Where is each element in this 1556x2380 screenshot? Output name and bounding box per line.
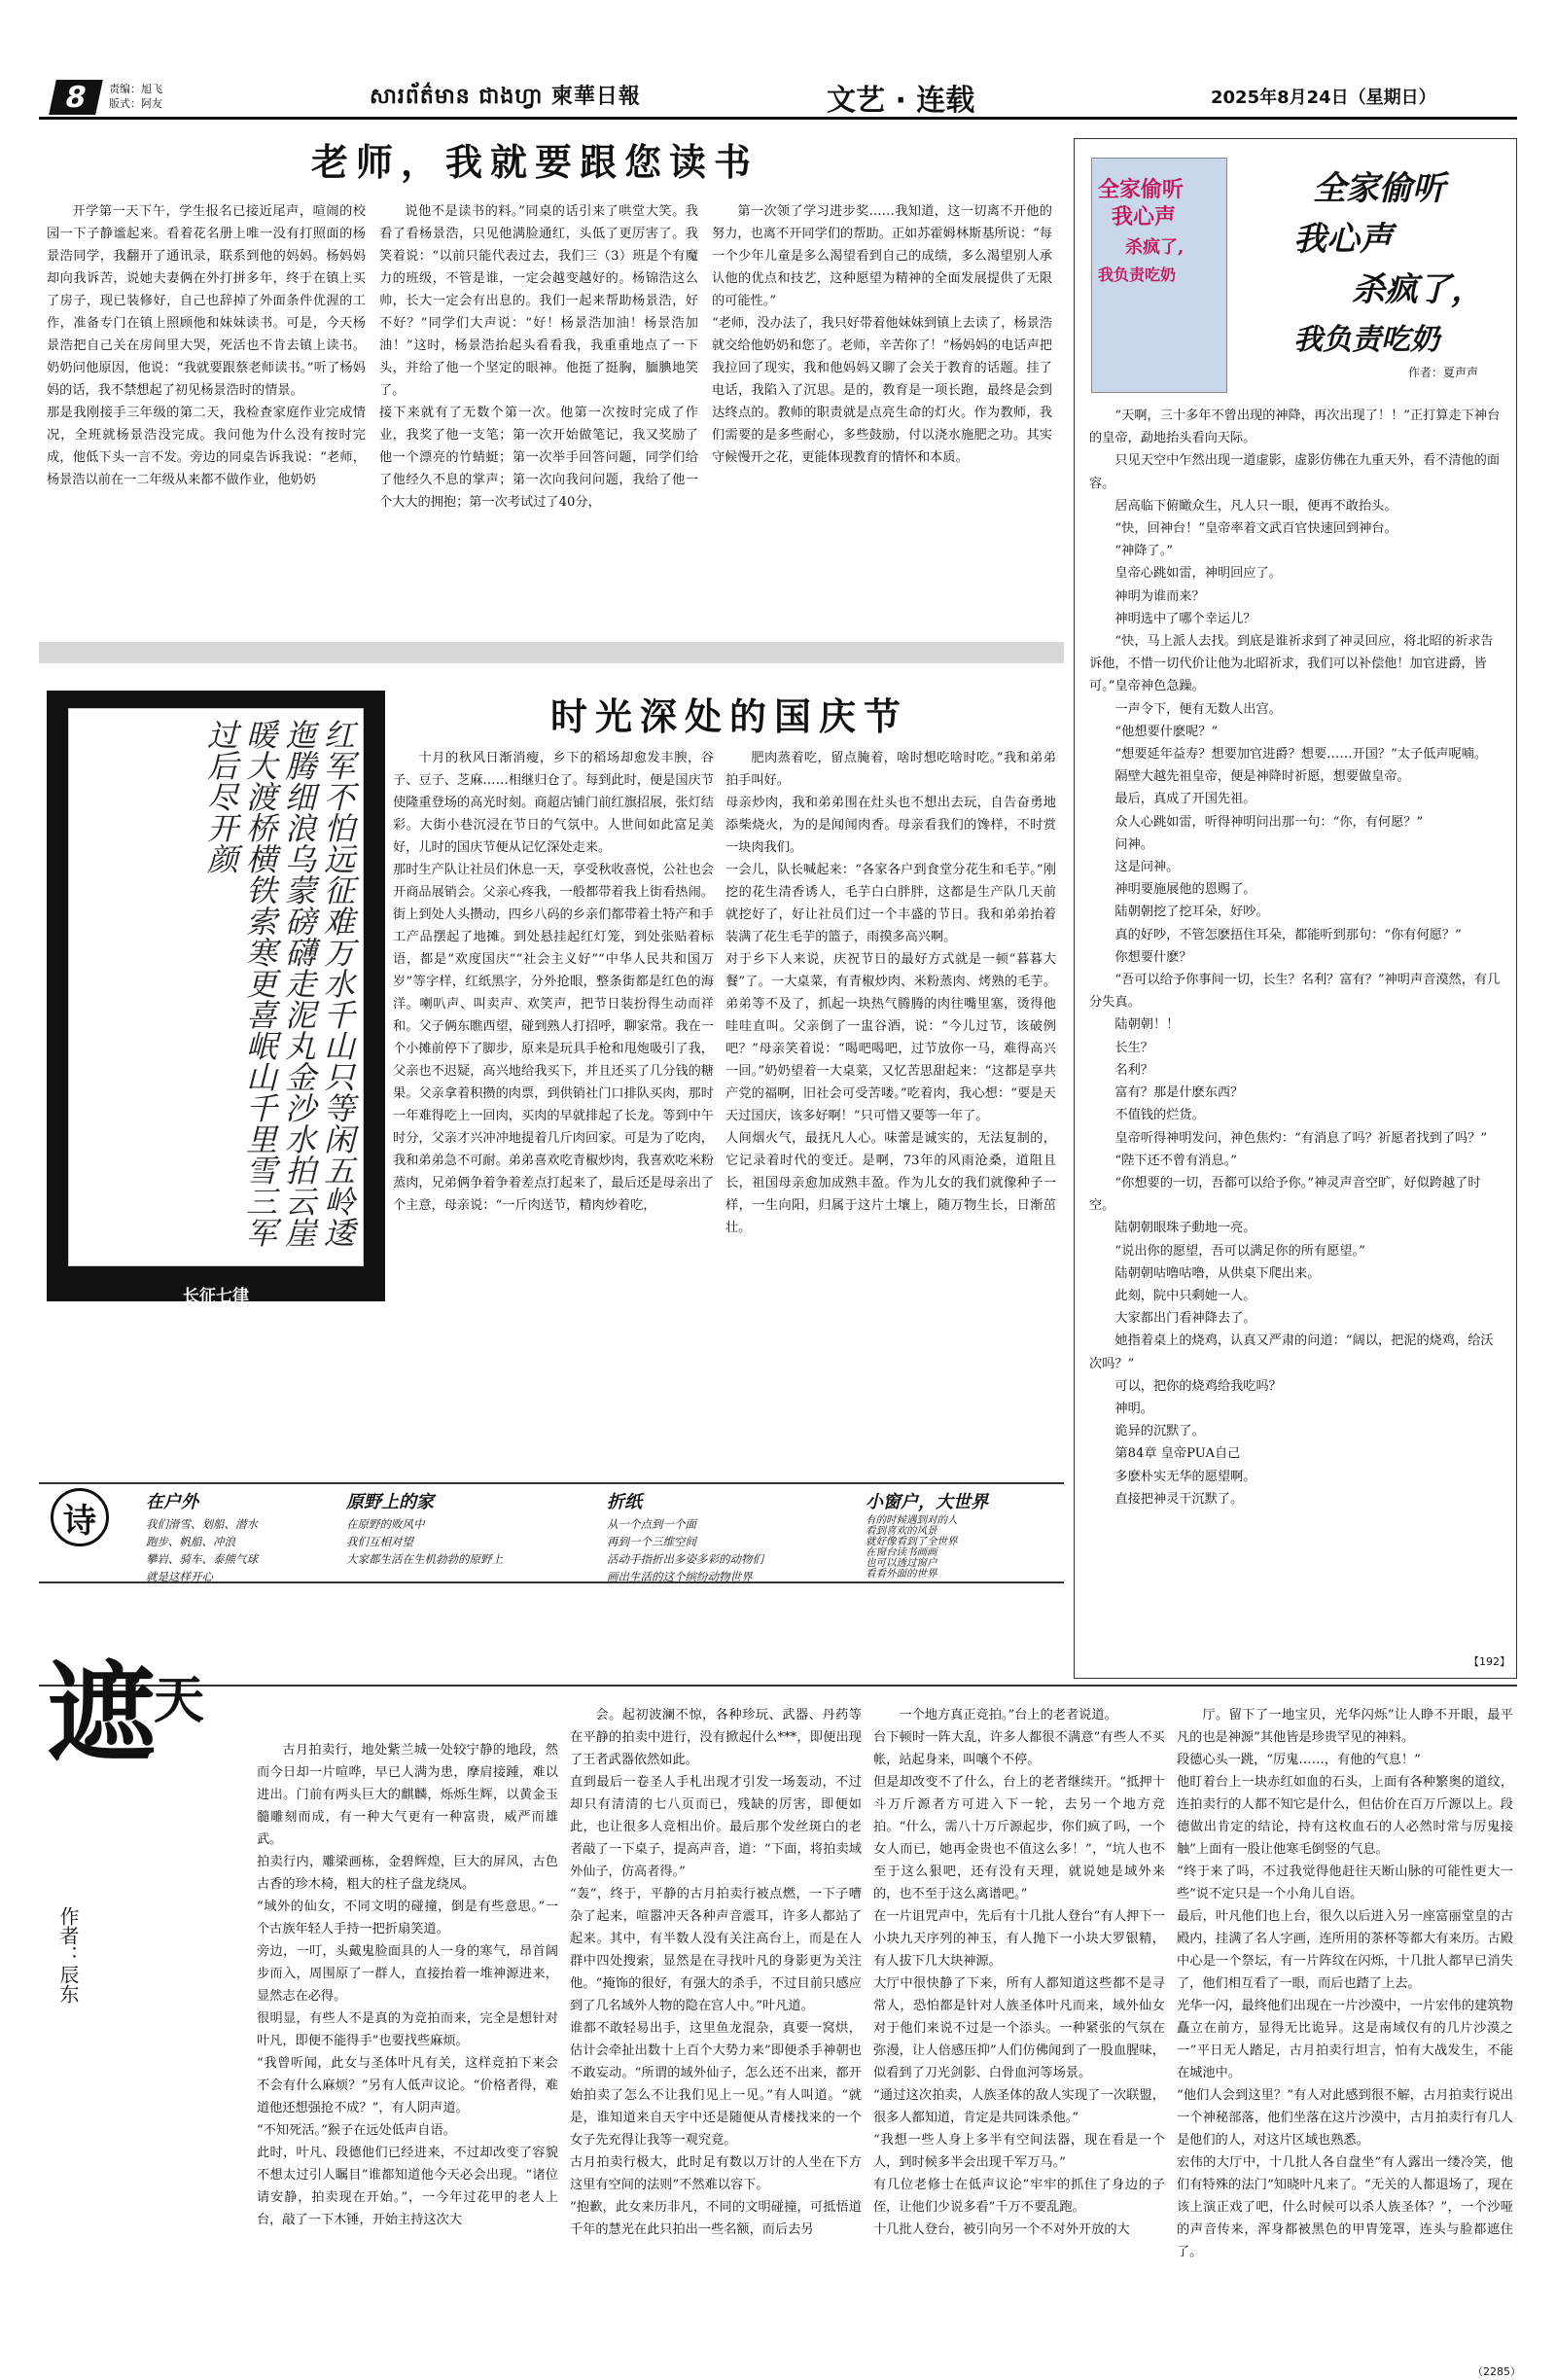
article2-col1-text: 十月的秋风日渐消瘦，乡下的稻场却愈发丰腴，谷子、豆子、芝麻……相继归仓了。每到此时，便是国庆节使隆重登场的高光时刻。商超店铺门前红旗招展，张灯结彩。大街小巷沉浸在节日的气氛中。人世间如此富足美好，儿时的国庆节便从记忆深处走来。 那时生产队让社员们休息一天，享受秋收喜悦，公社也会开商品展销会。父亲心疼我，一般都带着我上街看热闹。街上到处人头攒动，四乡八码的乡亲们都带着土特产和手工产品摆起了地摊。到处悬挂起红灯笼，到处张贴着标语，都是“欢度国庆”“社会主义好”“中华人民共和国万岁”等字样，红纸黑字，分外抢眼，整条街都是红色的海洋。喇叭声、叫卖声、欢笑声，把节日装扮得生动而祥和。父子俩东瞧西望，碰到熟人打招呼，聊家常。我在一个小摊前停下了脚步，原来是玩具手枪和甩炮吸引了我，父亲也不迟疑，高兴地给我买下，并且还买了几分钱的糖果。父亲拿着积攒的肉票，到供销社门口排队买肉，那时一年难得吃上一回肉，买肉的早就排起了长龙。等到中午时分，父亲才兴冲冲地提着几斤肉回家。可是为了吃肉，我和弟弟急不可耐。弟弟喜欢吃青椒炒肉，我喜欢吃米粉蒸肉，兄弟俩争着争着差点打起来了，最后还是母亲出了个主意，母亲说：“一斤肉送节，精肉炒着吃， <box>393 751 714 1213</box>
calligraphy-text: 红军不怕远征难万水千山只等闲五岭逶迤腾细浪乌蒙磅礴走泥丸金沙水拍云崖暖大渡桥横铁索寒更喜岷山千里雪三军过后尽开颜 <box>202 719 356 1248</box>
serial2-col1 <box>257 1739 558 2362</box>
issue-date: 2025年8月24日（星期日） <box>1211 88 1436 108</box>
serial-paragraph: 隔壁大越先祖皇帝，便是神降时祈愿，想要做皇帝。 <box>1114 769 1410 785</box>
serial-paragraph: 你想要什麽？ <box>1114 949 1192 965</box>
poem-line: 在窗台读书画画 <box>866 1546 937 1558</box>
poem-line: 金沙水拍云崖暖 大渡桥横铁索寒 <box>56 1371 254 1386</box>
poem-title: 折纸 <box>607 1492 642 1512</box>
serial2-col3 <box>873 1704 1165 2362</box>
article2-title: 时光深处的国庆节 <box>549 694 908 738</box>
serial-paragraph: 只见天空中乍然出现一道虚影，虚影仿佛在九重天外，看不清他的面容。 <box>1089 453 1501 491</box>
poem-line: 就是这样开心 <box>146 1570 213 1583</box>
serial-paragraph: “陛下还不曾有消息。” <box>1114 1153 1237 1168</box>
serial-episode: 【192】 <box>1468 1655 1510 1668</box>
article1-col1-text: 开学第一天下午，学生报名已接近尾声，喧闹的校园一下子静谧起来。看着花名册上唯一没有打照面的杨景浩同学，我翻开了通讯录，联系到他的妈妈。杨妈妈却向我诉苦，说她夫妻俩在外打拼多年，终于在镇上买了房子，现已装修好，自己也辞掉了外面条件优渥的工作，准备专门在镇上照顾他和妹妹读书。可是，今天杨景浩把自己关在房间里大哭，死活也不肯去镇上读书。奶奶问他原因，他说：“我就要跟蔡老师读书。”听了杨妈妈的话，我不禁想起了初见杨景浩时的情景。 那是我刚接手三年级的第二天，我检查家庭作业完成情况，全班就杨景浩没完成。我问他为什么没有按时完成，他低下头一言不发。旁边的同桌告诉我说：“老师，杨景浩以前在一二年级从来都不做作业，他奶奶 <box>47 204 366 487</box>
divider <box>39 1685 1517 1687</box>
separator-band <box>39 642 1064 663</box>
section-title: 文艺 · 连载 <box>827 84 975 118</box>
article1-col3-text: 第一次领了学习进步奖……我知道，这一切离不开他的努力，也离不开同学们的帮助。正如苏霍姆林斯基所说：“每一个少年儿童是多么渴望看到自己的成绩，多么渴望别人承认他的优点和技艺，这种愿望为精神的全面发展提供了无限的可能性。” “老师，没办法了，我只好带着他妹妹到镇上去读了，杨景浩就交给他奶奶和您了。老师，辛苦你了！”杨妈妈的电话声把我拉回了现实，我和他妈妈又聊了会关于教育的话题。挂了电话，我陷入了沉思。是的，教育是一项长跑，最终是会到达终点的。教师的职责就是点亮生命的灯火。作为教师，我们需要的是多些耐心，多些鼓励，付以浇水施肥之功。其实守候慢开之花，更能体现教育的情怀和本质。 <box>712 204 1052 465</box>
article1-col3 <box>712 200 1052 617</box>
poem-line: 我们滑雪、划船、潜水 <box>146 1517 258 1531</box>
cover-line: 我心声 <box>1112 204 1177 230</box>
layout-name: 版式：阿友 <box>109 97 162 110</box>
poem-title: 在户外 <box>146 1492 198 1512</box>
serial-paragraph: “神降了。” <box>1114 544 1174 559</box>
serial-paragraph: “说出你的愿望，吾可以满足你的所有愿望。” <box>1114 1243 1365 1259</box>
poem-line: 有的时候遇到对的人 <box>866 1514 958 1526</box>
serial-paragraph: 可以，把你的烧鸡给我吃吗？ <box>1114 1378 1282 1394</box>
cover-line: 全家偷听 <box>1098 177 1185 202</box>
serial-paragraph: 皇帝心跳如雷，神明回应了。 <box>1114 566 1282 582</box>
serial-paragraph: “想要延年益寿？想要加官进爵？想要……开国？”太子低声呢喃。 <box>1114 747 1488 763</box>
serial2-byline: 作者：辰东 <box>56 1906 80 2004</box>
serial2-col4-text: 厅。留下了一地宝贝，光华闪烁”让人睁不开眼，最平凡的也是神源”其他皆是珍贵罕见的神料。 段德心头一跳，“厉鬼……，有他的气息！” 他盯着台上一块赤红如血的石头，上面有各种繁奥的道纹，连拍卖行的人都不知它是什么，但估价在百万斤源以上。段德做出肯定的结论，持有这枚血石的人必然时常与厉鬼接触”上面有一股让他寒毛倒竖的气息。 “终于来了吗，不过我觉得他赶往天断山脉的可能性更大一些”说不定只是一个小角儿自语。 最后，叶凡他们也上台，很久以后进入另一座富丽堂皇的古殿内，挂满了名人字画，连所用的茶杯等都大有来历。古殿中心是一个祭坛，有一片阵纹在闪烁，十几批人都早已消失了，他们相互看了一眼，而后也踏了上去。 光华一闪，最终他们出现在一片沙漠中，一片宏伟的建筑物矗立在前方，显得无比诡异。这是南域仅有的几片沙漠之一”平日无人踏足，古月拍卖行坦言，怕有大战发生，不能在城池中。 “他们人会到这里？”有人对此感到很不解，古月拍卖行说出一个神秘部落，他们坐落在这片沙漠中，古月拍卖行有几人是他们的人，对这片区域也熟悉。 宏伟的大厅中，十几批人各自盘坐”有人露出一缕冷笑，他们有特殊的法门”知晓叶凡来了。“无关的人都退场了，现在该上演正戏了吧，什么时候可以杀人族圣体？”，一个沙哑的声音传来，浑身都被黑色的甲胄笼罩，连头与脸都遮住了。 <box>1177 1708 1513 2259</box>
cover-line: 我负责吃奶 <box>1098 266 1177 284</box>
poem-badge: 诗 <box>51 1488 109 1546</box>
poem-line: 再到一个三维空间 <box>607 1535 696 1548</box>
poem-title: 原野上的家 <box>346 1492 434 1512</box>
calligraphy-caption: 长征七律 <box>183 1287 249 1306</box>
serial-paragraph: 最后，真成了开国先祖。 <box>1114 792 1256 807</box>
poem-line: 看看外面的世界 <box>866 1568 937 1580</box>
serial-paragraph: 神明选中了哪个幸运儿？ <box>1114 611 1256 626</box>
serial-paragraph: 大家都出门看神降去了。 <box>1114 1311 1256 1327</box>
poem-body <box>607 1515 763 1585</box>
poem-line: 活动手指折出多姿多彩的动物们 <box>607 1552 763 1566</box>
serial-title-line: 全家偷听 <box>1313 169 1445 208</box>
serial-paragraph: 长生？ <box>1114 1040 1153 1055</box>
serial-paragraph: 皇帝听得神明发问，神色焦灼：“有消息了吗？祈愿者找到了吗？” <box>1114 1130 1488 1146</box>
newspaper-name: សារព័ត៌មាន ជាងហ្វា 柬華日報 <box>370 84 641 109</box>
serial-paragraph: 陆朝朝挖了挖耳朵，好吵。 <box>1114 905 1269 920</box>
serial-paragraph: 此刻，院中只剩她一人。 <box>1114 1288 1256 1303</box>
serial-text <box>1089 405 1503 1650</box>
poem-line: 在原野的败风中 <box>346 1517 425 1531</box>
poem-line: 攀岩、骑车、泰熊气球 <box>146 1552 258 1566</box>
serial-paragraph: 神明为谁而来？ <box>1114 588 1205 604</box>
editor-name: 责编：旭飞 <box>109 83 162 95</box>
cover-line: 杀疯了, <box>1125 237 1185 258</box>
serial-paragraph: 不值钱的烂货。 <box>1114 1108 1205 1123</box>
article2-col2 <box>725 747 1056 1471</box>
serial2-col2-text: 会。起初波澜不惊，各种珍玩、武器、丹药等在平静的拍卖中进行，没有掀起什么***，即便出现了王者武器依然如此。 直到最后一卷圣人手札出现才引发一场轰动，不过却只有清清的七八页而已，残缺的厉害，即便如此，也让很多人竞相出价。最后那个发丝斑白的老者敲了一下桌子，提高声音，道：“下面，将拍卖域外仙子，仿高者得。” “轰”，终于，平静的古月拍卖行被点燃，一下子嘈杂了起来，喧嚣冲天各种声音震耳，许多人都站了起来。其中，有半数人没有关注高台上，而是在人群中四处搜索，显然是在寻找叶凡的身影更为关注他。“掩饰的很好，有强大的杀手，不过目前只感应到了几名域外人物的隐在宫人中。”叶凡道。 谁都不敢轻易出手，这里鱼龙混杂，真要一窝烘，估计会牵扯出数十上百个大势力来”即便杀手神朝也不敢妄动。“所谓的域外仙子，怎么还不出来，都开始拍卖了怎么不让我们见上一见。”有人叫道。“就是，谁知道来自天宇中还是随便从青楼找来的一个女子先充得让我等一观究竟。 古月拍卖行极大，此时足有数以万计的人坐在下方这里有空间的法则”不然难以容下。 “抱歉，此女来历非凡，不同的文明碰撞，可抵悟道千年的慧光在此只拍出一些名额，而后去另 <box>570 1708 862 2237</box>
calligraphy-scroll <box>68 708 364 1266</box>
article1-col2-text: 说他不是读书的料。”同桌的话引来了哄堂大笑。我看了看杨景浩，只见他满脸通红，头低了更厉害了。我笑着说：“以前只能代表过去，我们三（3）班是个有魔力的班级，不管是谁，一定会越变越好的。杨锦浩这么帅，长大一定会有出息的。我们一起来帮助杨景浩，好不好？”同学们大声说：“好！杨景浩加油！杨景浩加油！”这时，杨景浩抬起头看看我，我重重地点了一下头，并给了他一个坚定的眼神。他挺了挺胸，腼腆地笑了。 接下来就有了无数个第一次。他第一次按时完成了作业，我奖了他一支笔；第一次开始做笔记，我又奖励了他一个漂亮的竹蜻蜓；第一次举手回答问题，同学们给了他经久不息的掌声；第一次向我问问题，我给了他一个大大的拥抱；第一次考试过了40分， <box>379 204 698 510</box>
serial-title-line: 我心声 <box>1293 220 1393 259</box>
poem-body <box>866 1515 958 1580</box>
article1-col2 <box>379 200 698 617</box>
serial-paragraph: 富有？那是什麽东西？ <box>1114 1085 1244 1101</box>
serial2-col4 <box>1177 1704 1513 2362</box>
serial2-col3-text: 一个地方真正竞拍。”台上的老者说道。 台下顿时一阵大乱，许多人都很不满意”有些人不买帐，站起身来，叫嚷个不停。 但是却改变不了什么，台上的老者继续开。“抵押十斗万斤源者方可进入下一轮，去另一个地方竞拍。“什么，需八十万斤源起步，你们疯了吗，一个女人而已，她再金贵也不值这么多！”，“坑人也不至于这么狠吧，还有没有天理，就说她是域外来的，也不至于这么离谱吧。” 在一片诅咒声中，先后有十几批人登台”有人押下一小块九天序列的神玉，有人抛下一小块大罗银精，有人拔下几大块神源。 大厅中很快静了下来，所有人都知道这些都不是寻常人，恐怕都是针对人族圣体叶凡而来，域外仙女对于他们来说不过是一个添头。一种紧张的气氛在弥漫，让人倍感压抑”人们仿佛闻到了一股血腥味，似看到了刀光剑影、白骨血河等场景。 “通过这次拍卖，人族圣体的敌人实现了一次联盟，很多人都知道，肯定是共同诛杀他。” “我想一些人身上多半有空间法器，现在看是一个人，到时候多半会出现千军万马。” 有几位老修士在低声议论”牢牢的抓住了身边的子侄，让他们少说多看”千万不要乱跑。 十几批人登台，被引向另一个不对外开放的大 <box>873 1708 1165 2237</box>
editor-credits <box>109 82 162 111</box>
poem-line: 就好像看到了全世界 <box>866 1536 958 1547</box>
page-number: 8 <box>49 80 103 115</box>
serial-paragraph: 第84章 皇帝PUA自己 <box>1114 1446 1241 1462</box>
poem-line: 看到喜欢的风景 <box>866 1525 937 1537</box>
serial-author: 作者：夏声声 <box>1408 366 1479 379</box>
article2-col1 <box>393 747 714 1471</box>
poem-title: 小窗户，大世界 <box>866 1492 988 1512</box>
poem-line: 我们互相对望 <box>346 1535 413 1548</box>
serial-paragraph: 居高临下俯瞰众生，凡人只一眼，便再不敢抬头。 <box>1114 498 1397 514</box>
poem-line: 大家都生活在生机勃勃的原野上 <box>346 1552 503 1566</box>
serial2-title-big: 遮 <box>47 1650 156 1777</box>
serial-paragraph: 众人心跳如雷，听得神明问出那一句：“你，有何愿？” <box>1114 814 1424 830</box>
serial-paragraph: 神明要施展他的恩赐了。 <box>1114 882 1256 898</box>
article2-col2-text: 肥肉蒸着吃，留点腌着，啥时想吃啥时吃。”我和弟弟拍手叫好。 母亲炒肉，我和弟弟围在灶头也不想出去玩，自告奋勇地添柴烧火，为的是闻闻肉香。母亲看我们的馋样，不时赏一块肉我们。 一会儿，队长喊起来：“各家各户到食堂分花生和毛芋。”刚挖的花生清香诱人，毛芋白白胖胖，这都是生产队几天前就挖好了，好让社员们过一个丰盛的节日。我和弟弟抬着装满了花生毛芋的篮子，雨摸多高兴啊。 对于乡下人来说，庆祝节日的最好方式就是一顿“暮暮大餐”了。一大桌菜，有青椒炒肉、米粉蒸肉、烤熟的毛芋。弟弟等不及了，抓起一块热气腾腾的肉往嘴里塞，烫得他哇哇直叫。父亲倒了一盅谷酒，说：“今儿过节，该破例吧？”母亲笑着说：“喝吧喝吧，过节放你一马，难得高兴一回。”奶奶望着一大桌菜，又忆苦思甜起来：“这都是享共产党的福啊，旧社会可受苦喽。”吃着肉，我心想：“要是天天过国庆，该多好啊！”只可惜又要等一年了。 人间烟火气，最抚凡人心。味蕾是诚实的，无法复制的，它记录着时代的变迁。是啊，73年的风雨沧桑，道阻且长，祖国母亲愈加成熟丰盈。作为儿女的我们就像种子一样，一生向阳，归属于这片土壤上，随万物生长，日渐茁壮。 <box>725 751 1056 1235</box>
serial2-title-small: 天 <box>154 1671 205 1730</box>
serial-paragraph: “快，回神台！”皇帝率着文武百官快速回到神台。 <box>1114 521 1397 537</box>
serial-paragraph: 陆朝朝咕噜咕噜，从供桌下爬出来。 <box>1114 1265 1321 1281</box>
serial-title <box>1293 163 1498 366</box>
article1-col1 <box>47 200 366 617</box>
poem-line: 红军不怕远征难 万水千山只等闲 <box>56 1323 254 1337</box>
serial-paragraph: “吾可以给予你事间一切，长生？名利？富有？”神明声音漠然，有几分失真。 <box>1089 973 1501 1011</box>
serial-paragraph: 这是问神。 <box>1114 860 1180 875</box>
serial-paragraph: 诡异的沉默了。 <box>1114 1424 1205 1439</box>
serial2-col1-text: 古月拍卖行，地处紫兰城一处较宁静的地段，然而今日却一片喧哗，早已人满为患，摩肩接踵，难以进出。门前有两头巨大的麒麟，烁烁生辉，以黄金玉髓雕刻而成，有一种大气更有一种富贵，威严而雄武。 拍卖行内，雕梁画栋，金碧辉煌，巨大的屏风，古色古香的珍木椅，粗大的柱子盘龙绕凤。 “域外的仙女，不同文明的碰撞，倒是有些意思。”一个古族年轻人手持一把折扇笑道。 旁边，一叮，头戴鬼脸面具的人一身的寒气，昂首阔步而入，周围原了一群人，直接抬着一堆神源进来，显然志在必得。 很明显，有些人不是真的为竞拍而来，完全是想针对叶凡，即便不能得手”也要找些麻烦。 “我曾听闻，此女与圣体叶凡有关，这样竞拍下来会不会有什么麻烦？”另有人低声议论。“价格者得，难道他还想强抢不成？”，有人阴声道。 “不知死活。”猴子在远处低声自语。 此时，叶凡、段德他们已经进来，不过却改变了容貌不想太过引人瞩目”谁都知道他今天必会出现。“诸位请安静，拍卖现在开始。”，一今年过花甲的老人上台，敲了一下木锤，开始主持这次大 <box>257 1743 558 2227</box>
serial-paragraph: 直接把神灵干沉默了。 <box>1114 1491 1244 1507</box>
serial-paragraph: 神明。 <box>1114 1401 1153 1416</box>
calligraphy-poem <box>56 1318 377 1415</box>
serial2-episode: （2285） <box>1472 2365 1521 2378</box>
book-cover <box>1091 158 1227 393</box>
serial-paragraph: “你想要的一切，吾都可以给予你。”神灵声音空旷，好似跨越了时空。 <box>1089 1175 1481 1214</box>
poem-line: 从一个点到一个面 <box>607 1517 696 1531</box>
serial-paragraph: 陆朝朝！！ <box>1114 1017 1180 1033</box>
serial-paragraph: 多麽朴实无华的愿望啊。 <box>1114 1469 1256 1484</box>
serial-paragraph: 她指着桌上的烧鸡，认真又严肃的问道：“阔以，把泥的烧鸡，给沃次吗？” <box>1089 1333 1494 1371</box>
poem-line: 画出生活的这个缤纷动物世界 <box>607 1570 753 1583</box>
serial-title-line: 我负责吃奶 <box>1293 323 1439 357</box>
serial-paragraph: “他想要什麽呢？” <box>1114 724 1219 739</box>
serial-paragraph: 名利？ <box>1114 1062 1153 1078</box>
article1-title: 老师，我就要跟您读书 <box>310 140 759 184</box>
serial-paragraph: “天啊，三十多年不曾出现的神降，再次出现了！！”正打算走下神台的皇帝，勐地抬头看向天际。 <box>1089 409 1501 446</box>
serial-title-line: 杀疯了， <box>1352 270 1484 309</box>
serial-paragraph: 一声令下，便有无数人出宫。 <box>1114 701 1282 717</box>
poem-line: 更喜岷山千里雪 三军过后尽开颜 <box>56 1396 254 1410</box>
poem-body <box>146 1515 258 1585</box>
poem-line: 五岭逶迤腾细浪 乌蒙磅礴走泥丸 <box>56 1347 254 1362</box>
serial2-col2 <box>570 1704 862 2362</box>
poem-line: 也可以透过窗户 <box>866 1557 937 1569</box>
serial-paragraph: 陆朝朝眼珠子動地一亮。 <box>1114 1221 1256 1236</box>
serial-paragraph: 问神。 <box>1114 836 1153 852</box>
poem-line: 跑步、帆船、冲浪 <box>146 1535 235 1548</box>
serial-paragraph: “快，马上派人去找。到底是谁祈求到了神灵回应，将北昭的祈求告诉他，不惜一切代价让他为北昭祈求，我们可以补偿他！加官进爵，皆可。”皇帝神色急躁。 <box>1089 634 1494 694</box>
poem-body <box>346 1515 503 1568</box>
serial-paragraph: 真的好吵，不管怎麽捂住耳朵，都能听到那句：“你有何愿？” <box>1114 927 1462 942</box>
